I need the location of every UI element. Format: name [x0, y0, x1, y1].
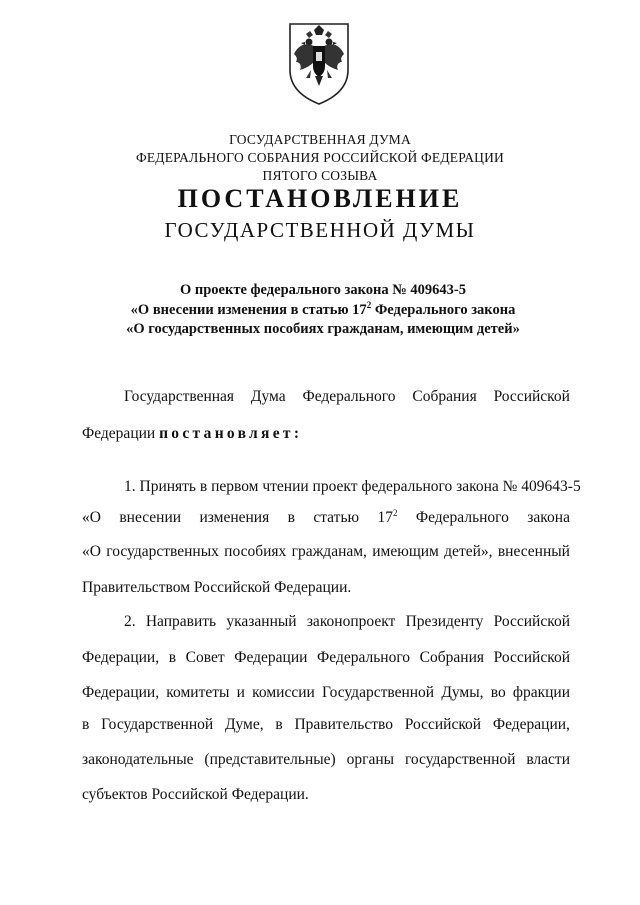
resolves-word: постановляет: — [159, 425, 303, 442]
item1-line-1: 1. Принять в первом чтении проект федерального закона № 409643-5 — [124, 478, 581, 495]
subject-line-1: О проекте федерального закона № 409643-5 — [179, 282, 467, 298]
emblem — [284, 20, 354, 106]
item1-line-3: «О государственных пособиях гражданам, имеющим детей», внесенный — [82, 543, 570, 560]
header-line-assembly: ФЕДЕРАЛЬНОГО СОБРАНИЯ РОССИЙСКОЙ ФЕДЕРАЦИИ — [136, 150, 504, 165]
subject-line-2: «О внесении изменения в статью $17^2$ Федерального закона — [130, 300, 516, 318]
preamble-line-2: Федерации постановляет: — [82, 425, 303, 442]
header-line-convocation: ПЯТОГО СОЗЫВА — [262, 168, 378, 183]
double-headed-eagle-icon — [284, 20, 354, 106]
preamble-line-1: Государственная Дума Федерального Собрания Российской — [124, 388, 570, 405]
item2-line-3: Федерации, комитеты и комиссии Государственной Думы, во фракции — [82, 684, 570, 701]
item2-line-4: в Государственной Думе, в Правительство Российской Федерации, — [82, 716, 570, 733]
item2-line-2: Федерации, в Совет Федерации Федерального Собрания Российской — [82, 649, 570, 666]
item1-line-2: «О внесении изменения в статью $17^2$ Федерального закона — [82, 507, 570, 526]
subject-line-3: «О государственных пособиях гражданам, имеющим детей» — [126, 321, 520, 337]
item2-line-1: 2. Направить указанный законопроект Президенту Российской — [124, 613, 570, 630]
header-line-duma: ГОСУДАРСТВЕННАЯ ДУМА — [229, 132, 411, 147]
page-subtitle: ГОСУДАРСТВЕННОЙ ДУМЫ — [164, 218, 476, 242]
item1-line-4: Правительством Российской Федерации. — [82, 579, 352, 596]
page-title: ПОСТАНОВЛЕНИЕ — [177, 184, 463, 213]
item2-line-6: субъектов Российской Федерации. — [82, 786, 309, 803]
item2-line-5: законодательные (представительные) органы государственной власти — [82, 751, 570, 768]
